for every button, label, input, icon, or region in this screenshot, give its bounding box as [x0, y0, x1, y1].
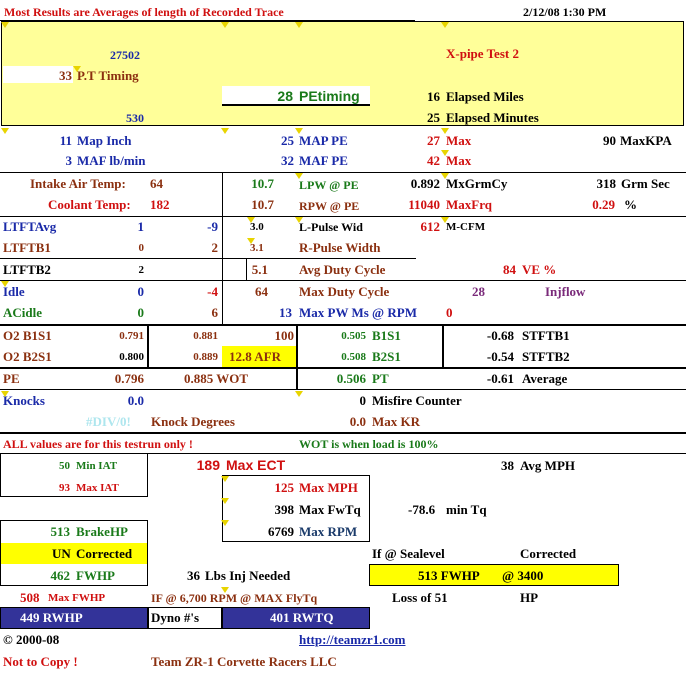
dyno-label: Dyno #'s: [151, 610, 200, 625]
maxkpa-label: MaxKPA: [620, 133, 672, 148]
o2-b2s1-value-1: 0.800: [119, 351, 144, 363]
pe-timing-value: 28: [277, 88, 293, 104]
misfire-value: 0: [359, 393, 366, 408]
max-mph-value: 125: [274, 480, 294, 495]
o2-b1s1-value-2: 0.881: [193, 330, 218, 342]
knocks-value: 0.0: [127, 393, 144, 408]
pt-timing-label: P.T Timing: [77, 68, 139, 83]
grm-sec-label: Grm Sec: [621, 176, 670, 191]
divider: [0, 367, 686, 369]
rwtq-value: 401 RWTQ: [270, 610, 334, 625]
elapsed-minutes-value: 25: [427, 110, 440, 125]
l-pulse-label: L-Pulse Wid: [299, 220, 363, 234]
rpw-value: 10.7: [251, 197, 274, 212]
idle-value-2: -4: [207, 284, 218, 299]
comment-marker: [1, 22, 9, 28]
divider: [0, 280, 686, 281]
r-pulse-label: R-Pulse Width: [299, 240, 381, 255]
brake-hp-label: BrakeHP: [76, 524, 128, 539]
o2-b1s1-label: O2 B1S1: [3, 328, 52, 343]
avg-mph-label: Avg MPH: [520, 458, 575, 473]
pt-value: 0.506: [336, 371, 366, 386]
value-27502: 27502: [110, 48, 140, 62]
b2s1-pt-value: 0.508: [341, 351, 366, 363]
max-rpm-label: Max RPM: [299, 524, 358, 539]
idle-label: Idle: [3, 284, 25, 299]
o2-b2s1-label: O2 B2S1: [3, 349, 52, 364]
max-label-2: Max: [446, 153, 472, 168]
l-pulse-value: 3.0: [250, 221, 264, 233]
max-kr-value: 0.0: [349, 414, 366, 429]
divider: [0, 216, 686, 217]
max-value-2: 42: [427, 153, 440, 168]
ltftb1-value-2: 2: [211, 240, 218, 255]
hp-label: HP: [520, 590, 539, 605]
maxkpa-value: 90: [603, 133, 616, 148]
o2-b2s1-value-2: 0.889: [193, 351, 218, 363]
avg-mph-value: 38: [501, 458, 514, 473]
max-pw-value: 13: [279, 305, 292, 320]
ltftb2-value: 2: [138, 264, 144, 276]
pt-label: PT: [372, 371, 389, 386]
comment-marker: [295, 391, 303, 397]
iat-label: Intake Air Temp:: [30, 176, 126, 191]
comment-marker: [1, 281, 9, 287]
not-to-copy: Not to Copy !: [3, 654, 78, 669]
max-iat-label: Max IAT: [76, 482, 119, 494]
max-fwtq-label: Max FwTq: [299, 502, 361, 517]
o2-b1s1-value-3: 100: [274, 328, 294, 343]
min-iat-label: Min IAT: [76, 460, 118, 472]
max-duty-value: 64: [255, 284, 268, 299]
average-value: -0.61: [486, 371, 514, 386]
max-ect-label: Max ECT: [226, 457, 286, 473]
iat-box: [0, 453, 148, 497]
brake-hp-value: 513: [50, 524, 70, 539]
o2-b1s1-value-1: 0.791: [119, 330, 144, 342]
min-tq-value: -78.6: [408, 502, 436, 517]
fwhp-value: 462: [50, 568, 70, 583]
testrun-note: ALL values are for this testrun only !: [3, 437, 193, 451]
comment-marker: [441, 128, 449, 134]
divider: [0, 172, 686, 173]
comment-marker: [295, 22, 303, 28]
sealevel-rpm: @ 3400: [502, 568, 544, 583]
maxfrq-value: 11040: [408, 197, 440, 212]
injflow-value: 28: [472, 284, 485, 299]
test-name: X-pipe Test 2: [446, 46, 519, 61]
team-name: Team ZR-1 Corvette Racers LLC: [151, 654, 337, 669]
stftb1-label: STFTB1: [522, 328, 570, 343]
max-value-1: 27: [427, 133, 440, 148]
lpw-value: 10.7: [251, 176, 274, 191]
lbs-inj-value: 36: [187, 568, 200, 583]
min-tq-label: min Tq: [446, 502, 487, 517]
wot-note: WOT is when load is 100%: [299, 437, 439, 451]
divider: [222, 172, 223, 216]
comment-marker: [247, 238, 255, 244]
ltftavg-value-1: 1: [137, 219, 144, 234]
maf-pe-label: MAF PE: [299, 153, 348, 168]
stftb2-label: STFTB2: [522, 349, 570, 364]
pe-timing-label: PEtiming: [299, 88, 360, 104]
pct-label: %: [624, 197, 637, 212]
acidle-value-1: 0: [137, 305, 144, 320]
elapsed-miles-value: 16: [427, 89, 440, 104]
header-note: Most Results are Averages of length of Recorded Trace: [4, 5, 284, 19]
rwhp-value: 449 RWHP: [20, 610, 83, 625]
max-duty-label: Max Duty Cycle: [299, 284, 390, 299]
max-pw-rpm: 0: [446, 305, 453, 320]
maf-value: 3: [65, 153, 72, 168]
injflow-label: Injflow: [545, 284, 586, 299]
maf-label: MAF lb/min: [77, 153, 146, 168]
comment-marker: [73, 66, 81, 72]
sealevel-corrected-label: Corrected: [520, 546, 577, 561]
m-cfm-label: M-CFM: [446, 221, 486, 233]
lbs-inj-label: Lbs Inj Needed: [205, 568, 291, 583]
value-530: 530: [126, 111, 144, 125]
comment-marker: [1, 128, 9, 134]
ltftb1-label: LTFTB1: [3, 240, 51, 255]
b2s1-pt-label: B2S1: [372, 349, 401, 364]
header-datetime: 2/12/08 1:30 PM: [523, 5, 607, 19]
stftb2-value: -0.54: [486, 349, 514, 364]
divider: [147, 324, 149, 368]
misfire-label: Misfire Counter: [372, 393, 462, 408]
divider: [0, 258, 416, 259]
sealevel-fwhp-cell: [369, 564, 619, 586]
copyright: © 2000-08: [3, 632, 60, 647]
ve-value: 84: [503, 262, 516, 277]
avg-duty-label: Avg Duty Cycle: [299, 262, 386, 277]
comment-marker: [221, 587, 229, 593]
loss-label: Loss of 51: [392, 590, 448, 605]
divider: [222, 216, 223, 324]
map-pe-value: 25: [281, 133, 294, 148]
max-ect-value: 189: [196, 457, 220, 473]
b1s1-pt-value: 0.505: [341, 330, 366, 342]
coolant-label: Coolant Temp:: [48, 197, 131, 212]
un-label: UN: [52, 546, 71, 561]
divider: [296, 324, 298, 390]
max-pw-label: Max PW Ms @ RPM: [299, 305, 417, 320]
ltftb1-value-1: 0: [138, 242, 144, 254]
r-pulse-value: 3.1: [250, 242, 264, 254]
mxgrmcy-value: 0.892: [410, 176, 440, 191]
max-iat-value: 93: [59, 482, 70, 494]
comment-marker: [295, 217, 303, 223]
if-rpm-note: IF @ 6,700 RPM @ MAX FlyTq: [151, 591, 318, 605]
idle-value-1: 0: [137, 284, 144, 299]
average-label: Average: [522, 371, 568, 386]
sealevel-fwhp-value: 513 FWHP: [418, 568, 480, 583]
comment-marker: [441, 173, 449, 179]
elapsed-miles-label: Elapsed Miles: [446, 89, 524, 104]
pe-label: PE: [3, 371, 20, 386]
comment-marker: [441, 22, 449, 28]
divider: [0, 432, 686, 434]
pt-timing-value: 33: [59, 68, 72, 83]
min-iat-value: 50: [59, 460, 70, 472]
wot-value: 0.885 WOT: [184, 371, 249, 386]
comment-marker: [221, 520, 229, 526]
comment-marker: [295, 173, 303, 179]
grm-sec-value: 318: [596, 176, 616, 191]
maf-pe-value: 32: [281, 153, 294, 168]
pe-value: 0.796: [114, 371, 144, 386]
comment-marker: [247, 217, 255, 223]
team-url-link[interactable]: http://teamzr1.com: [299, 632, 406, 647]
comment-marker: [221, 476, 229, 482]
map-inch-label: Map Inch: [77, 133, 132, 148]
comment-marker: [221, 22, 229, 28]
mxgrmcy-label: MxGrmCy: [446, 176, 508, 191]
b1s1-pt-label: B1S1: [372, 328, 401, 343]
max-mph-label: Max MPH: [299, 480, 358, 495]
if-sealevel-label: If @ Sealevel: [372, 546, 445, 561]
comment-marker: [295, 128, 303, 134]
ltftavg-value-2: -9: [207, 219, 218, 234]
div0-error: #DIV/0!: [86, 414, 131, 429]
ve-label: VE %: [522, 262, 557, 277]
comment-marker: [441, 217, 449, 223]
pct-value: 0.29: [592, 197, 615, 212]
map-pe-label: MAP PE: [299, 133, 348, 148]
afr-value: 12.8 AFR: [229, 349, 281, 364]
ltftb2-label: LTFTB2: [3, 262, 51, 277]
max-fwtq-value: 398: [274, 502, 294, 517]
coolant-value: 182: [150, 197, 170, 212]
knocks-label: Knocks: [3, 393, 45, 408]
avg-duty-value: 5.1: [251, 262, 268, 277]
acidle-value-2: 6: [211, 305, 218, 320]
comment-marker: [441, 150, 449, 156]
max-fwhp-label: Max FWHP: [48, 592, 106, 604]
fwhp-label: FWHP: [76, 568, 115, 583]
max-kr-label: Max KR: [372, 414, 421, 429]
lpw-label: LPW @ PE: [299, 178, 359, 192]
comment-marker: [1, 391, 9, 397]
ltftavg-label: LTFTAvg: [3, 219, 57, 234]
comment-marker: [221, 128, 229, 134]
rpw-label: RPW @ PE: [299, 199, 360, 213]
maxfrq-label: MaxFrq: [446, 197, 492, 212]
acidle-label: ACidle: [3, 305, 42, 320]
max-rpm-value: 6769: [268, 524, 294, 539]
divider: [442, 324, 444, 368]
knock-degrees-label: Knock Degrees: [151, 414, 235, 429]
iat-value: 64: [150, 176, 163, 191]
elapsed-minutes-label: Elapsed Minutes: [446, 110, 539, 125]
map-inch-value: 11: [59, 133, 72, 148]
stftb1-value: -0.68: [486, 328, 514, 343]
comment-marker: [221, 498, 229, 504]
m-cfm-value: 612: [420, 219, 440, 234]
max-label-1: Max: [446, 133, 472, 148]
corrected-label: Corrected: [76, 546, 133, 561]
max-fwhp-value: 508: [20, 590, 40, 605]
